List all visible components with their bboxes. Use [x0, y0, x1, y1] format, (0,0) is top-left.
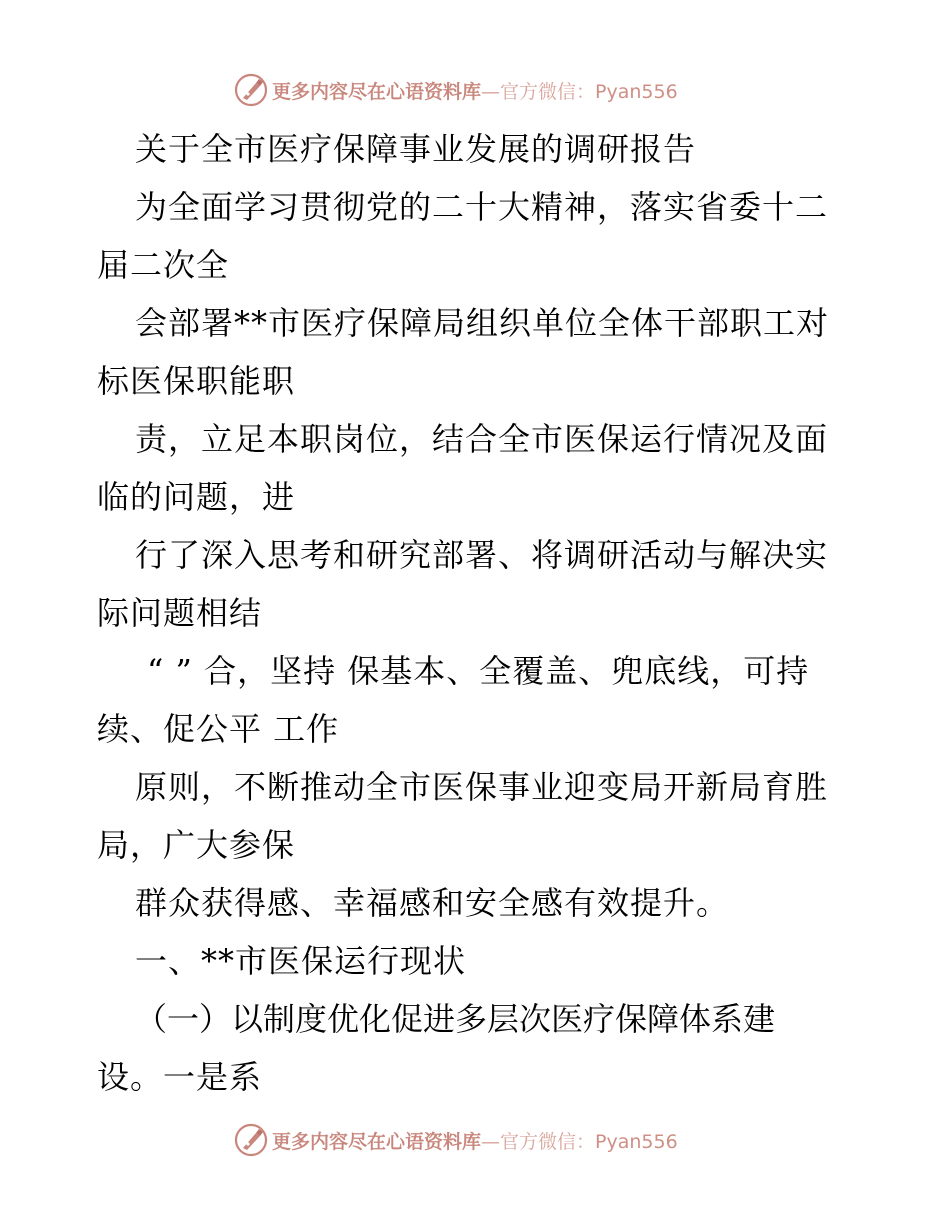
watermark-suffix: —官方微信： — [481, 80, 596, 103]
watermark-account: Pyan556 — [595, 1130, 678, 1153]
section-heading: 一、**市医保运行现状 — [135, 942, 467, 980]
pen-nib-logo-icon — [234, 73, 268, 107]
text-line: 届二次全 — [97, 246, 230, 284]
watermark-account: Pyan556 — [595, 80, 678, 103]
document-body — [97, 120, 857, 1106]
watermark-header — [234, 73, 678, 107]
watermark-text — [272, 77, 678, 104]
subsection-heading: （一）以制度优化促进多层次医疗保障体系建 — [135, 1000, 776, 1038]
text-line: 际问题相结 — [97, 594, 263, 632]
text-line: 临的问题，进 — [97, 478, 296, 516]
text-line: 续、促公平 工作 — [97, 710, 340, 748]
text-line: 原则，不断推动全市医保事业迎变局开新局育胜 — [135, 768, 829, 806]
text-line: “ ” 合，坚持 保基本、全覆盖、兜底线，可持 — [147, 652, 810, 690]
text-line: 责，立足本职岗位，结合全市医保运行情况及面 — [135, 420, 829, 458]
text-line: 设。一是系 — [97, 1058, 263, 1096]
text-line: 群众获得感、幸福感和安全感有效提升。 — [135, 884, 730, 922]
watermark-text — [272, 1127, 678, 1154]
text-line: 为全面学习贯彻党的二十大精神，落实省委十二 — [135, 188, 829, 226]
pen-nib-logo-icon — [234, 1123, 268, 1157]
text-line: 局，广大参保 — [97, 826, 296, 864]
document-title: 关于全市医疗保障事业发展的调研报告 — [135, 130, 697, 168]
watermark-prefix: 更多内容尽在心语资料库 — [272, 80, 482, 103]
watermark-prefix: 更多内容尽在心语资料库 — [272, 1130, 482, 1153]
watermark-suffix: —官方微信： — [481, 1130, 596, 1153]
watermark-footer — [234, 1123, 678, 1157]
text-line: 会部署**市医疗保障局组织单位全体干部职工对 — [135, 304, 830, 342]
text-line: 行了深入思考和研究部署、将调研活动与解决实 — [135, 536, 829, 574]
text-line: 标医保职能职 — [97, 362, 296, 400]
